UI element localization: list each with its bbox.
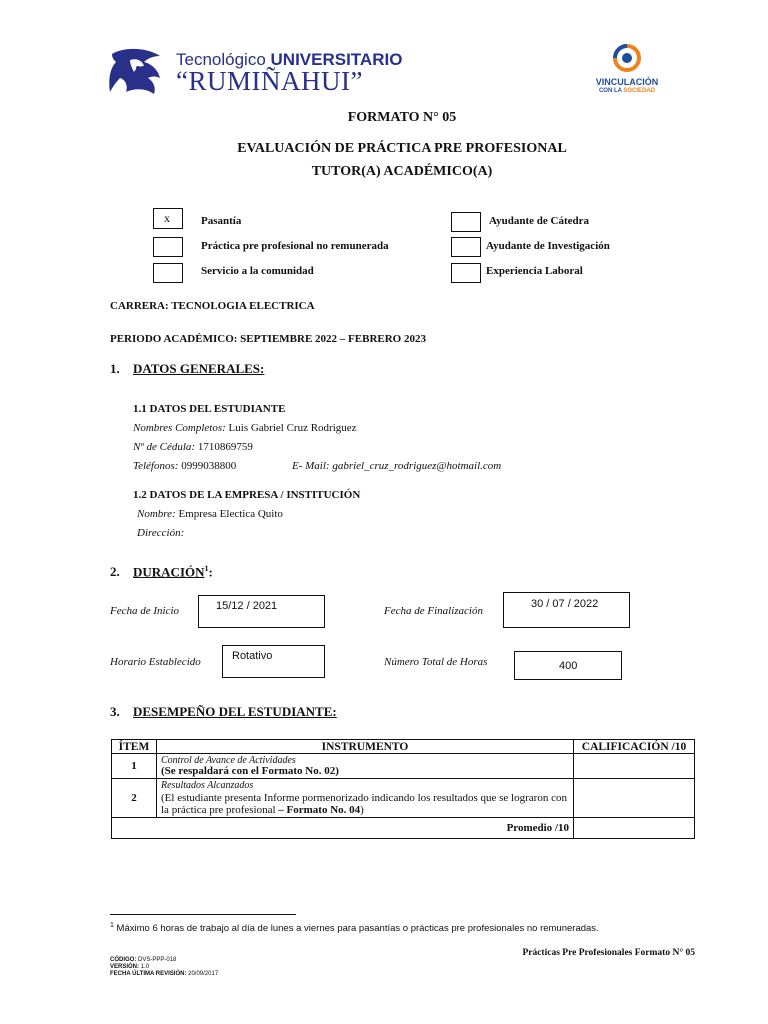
horario-label: Horario Establecido	[110, 656, 201, 668]
student-name-row	[133, 422, 357, 434]
footer-fecha	[110, 971, 218, 978]
codigo-label: CÓDIGO:	[110, 957, 137, 963]
option-label-catedra: Ayudante de Cátedra	[489, 215, 590, 227]
footnote-divider	[110, 914, 296, 915]
option-checkbox-investigacion[interactable]	[451, 237, 481, 257]
footnote-ref[interactable]: 1	[204, 564, 209, 573]
section1-title: DATOS GENERALES:	[133, 361, 265, 376]
checkbox-mark: x	[164, 211, 170, 225]
horario-field[interactable]	[222, 645, 325, 678]
footer-meta	[110, 957, 218, 978]
header-item: ÍTEM	[112, 740, 157, 754]
promedio-value-cell[interactable]	[574, 818, 695, 839]
row1-item: 1	[112, 754, 157, 779]
institution-logo	[108, 46, 168, 96]
nombres-value: Luis Gabriel Cruz Rodriguez	[228, 422, 357, 434]
section2-title: DURACIÓN	[133, 564, 205, 580]
footnote-mark: 1	[110, 922, 114, 929]
email-value[interactable]: gabriel_cruz_rodriguez@hotmail.com	[332, 460, 502, 472]
table-row	[112, 779, 695, 818]
section2-colon: :	[208, 564, 213, 580]
formato-title: FORMATO N° 05	[347, 110, 457, 125]
header-calificacion: CALIFICACIÓN /10	[574, 740, 695, 754]
fecha-fin-value: 30 / 07 / 2022	[531, 598, 599, 610]
version-value: 1.0	[140, 964, 150, 970]
header-instrumento: INSTRUMENTO	[157, 740, 574, 754]
company-nombre-label: Nombre:	[137, 508, 176, 520]
option-checkbox-pasantia[interactable]	[153, 208, 183, 229]
telefonos-label: Teléfonos:	[133, 460, 179, 472]
horario-value: Rotativo	[232, 650, 273, 662]
company-nombre-value: Empresa Electica Quito	[178, 508, 283, 520]
option-label-pasantia: Pasantía	[201, 215, 242, 227]
promedio-label: Promedio /10	[112, 818, 574, 839]
row1-score-cell[interactable]	[574, 754, 695, 779]
row2-item: 2	[112, 779, 157, 818]
cedula-value: 1710869759	[197, 441, 253, 453]
row2-detail-c: )	[360, 804, 364, 816]
fecha-value: 20/09/2017	[188, 971, 219, 977]
inst-line1-a: Tecnológico	[176, 50, 266, 69]
footnote-text: Máximo 6 horas de trabajo al día de lunes a viernes para pasantías o prácticas pre profesionales no remuneradas.	[116, 923, 599, 935]
footer-codigo	[110, 957, 218, 964]
row2-instrumento	[157, 779, 574, 818]
table-header-row	[112, 740, 695, 754]
company-data-heading: 1.2 DATOS DE LA EMPRESA / INSTITUCIÓN	[133, 489, 361, 501]
section2-number: 2.	[110, 564, 120, 579]
row2-detail-a: (El estudiante presenta Informe pormenorizado indicando los resultados que se lograron con la práctica pre profesional	[161, 792, 567, 816]
company-address-label: Dirección:	[137, 527, 185, 539]
option-checkbox-catedra[interactable]	[451, 212, 481, 232]
evaluation-table	[111, 739, 695, 839]
fecha-fin-field[interactable]	[503, 592, 630, 628]
carrera: CARRERA: TECNOLOGIA ELECTRICA	[110, 300, 315, 312]
student-phone-row	[133, 460, 236, 472]
vinculacion-circle-icon	[594, 42, 660, 72]
inst-line1-b: UNIVERSITARIO	[270, 50, 403, 69]
row2-detail	[161, 792, 569, 816]
row2-title: Resultados Alcanzados	[161, 780, 254, 791]
nombres-label: Nombres Completos:	[133, 422, 226, 434]
option-checkbox-experiencia[interactable]	[451, 263, 481, 283]
footer-right: Prácticas Pre Profesionales Formato N° 05	[522, 948, 695, 958]
title-line1: EVALUACIÓN DE PRÁCTICA PRE PROFESIONAL	[237, 141, 567, 156]
horas-value: 400	[559, 660, 578, 672]
row2-score-cell[interactable]	[574, 779, 695, 818]
section2-title-wrap	[133, 564, 213, 580]
horas-label: Número Total de Horas	[384, 656, 488, 668]
fecha-fin-label: Fecha de Finalización	[384, 605, 483, 617]
option-label-experiencia: Experiencia Laboral	[486, 265, 583, 277]
fecha-label: FECHA ÚLTIMA REVISIÓN:	[110, 971, 187, 977]
company-name-row	[137, 508, 283, 520]
periodo: PERIODO ACADÉMICO: SEPTIEMBRE 2022 – FEBRERO 2023	[110, 333, 426, 345]
option-checkbox-servicio[interactable]	[153, 263, 183, 283]
fecha-inicio-field[interactable]	[198, 595, 325, 628]
fecha-inicio-label: Fecha de Inicio	[110, 605, 180, 617]
vinc-line2	[594, 87, 660, 95]
email-label: E- Mail:	[292, 460, 330, 472]
section3-number: 3.	[110, 704, 120, 719]
cedula-label: Nº de Cédula:	[133, 441, 196, 453]
row1-title: Control de Avance de Actividades	[161, 755, 296, 766]
lion-emblem-icon	[108, 46, 168, 96]
option-label-investigacion: Ayudante de Investigación	[486, 240, 610, 252]
vinc-line1: VINCULACIÓN	[595, 77, 659, 87]
codigo-value: DVS-PPP-018	[138, 957, 177, 963]
horas-field[interactable]	[514, 651, 622, 680]
vinculacion-logo	[594, 42, 660, 98]
table-row	[112, 754, 695, 779]
row1-detail: (Se respaldará con el Formato No. 02)	[161, 765, 339, 777]
vinc-line2-b: SOCIEDAD	[623, 88, 656, 94]
option-checkbox-practica[interactable]	[153, 237, 183, 257]
title-line2: TUTOR(A) ACADÉMICO(A)	[311, 164, 493, 179]
footnote	[110, 922, 599, 934]
version-label: VERSIÓN:	[110, 964, 140, 970]
vinc-line2-a: CON LA	[598, 88, 622, 94]
section3-title: DESEMPEÑO DEL ESTUDIANTE:	[133, 704, 337, 719]
table-promedio-row	[112, 818, 695, 839]
section1-number: 1.	[110, 361, 120, 376]
option-label-servicio: Servicio a la comunidad	[201, 265, 314, 277]
row1-instrumento	[157, 754, 574, 779]
footer-version	[110, 964, 218, 971]
fecha-inicio-value: 15/12 / 2021	[216, 600, 278, 612]
student-id-row	[133, 441, 253, 453]
institution-name-line2: “RUMIÑAHUI”	[176, 66, 363, 96]
student-data-heading: 1.1 DATOS DEL ESTUDIANTE	[133, 403, 286, 415]
student-email-row	[292, 460, 501, 472]
row2-detail-b: – Formato No. 04	[278, 804, 361, 816]
option-label-practica: Práctica pre profesional no remunerada	[201, 240, 389, 252]
telefonos-value: 0999038800	[181, 460, 237, 472]
